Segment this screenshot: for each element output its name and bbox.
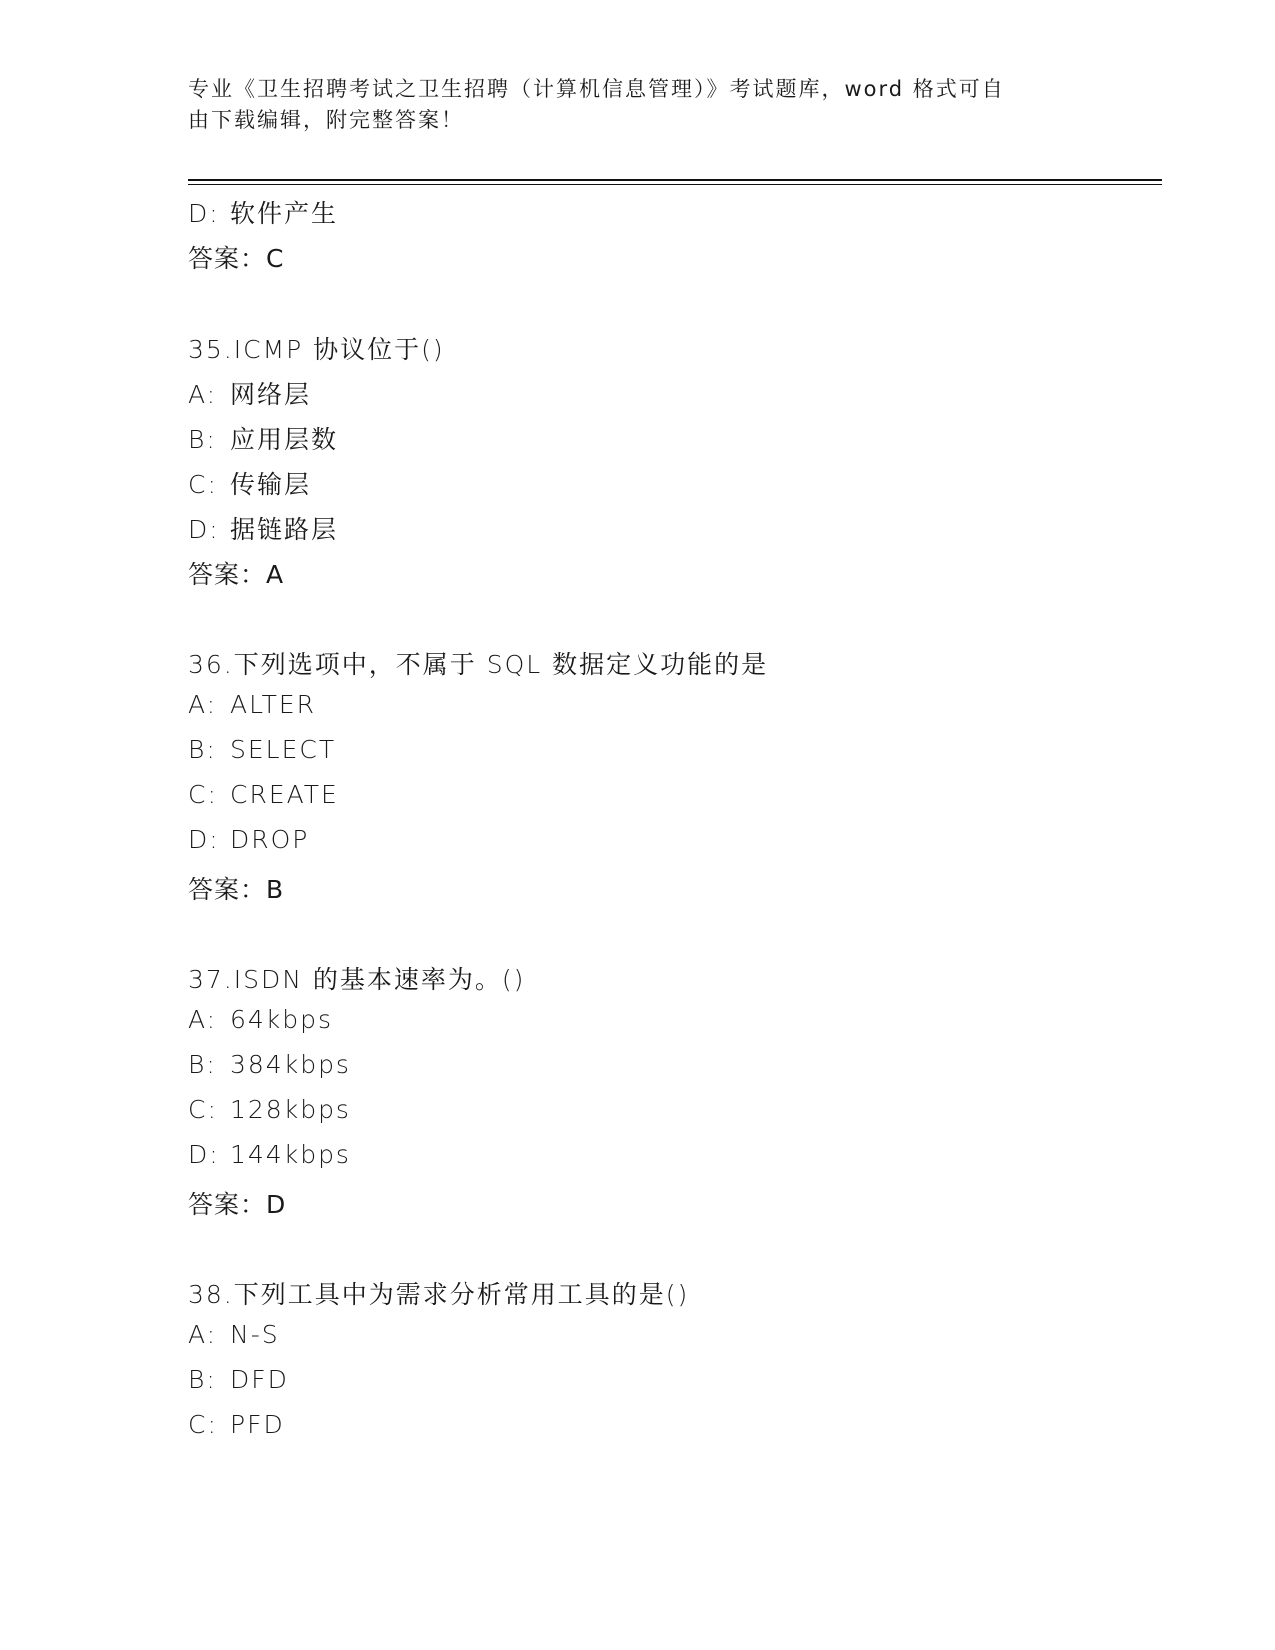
option-label: C: bbox=[188, 1410, 218, 1439]
option-text: SELECT bbox=[230, 735, 337, 764]
question-36-option-d bbox=[188, 825, 309, 854]
option-text: 传输层 bbox=[230, 470, 312, 499]
option-label: C: bbox=[188, 780, 218, 809]
prev-answer: 答案：C bbox=[188, 244, 285, 273]
option-label: C: bbox=[188, 1095, 218, 1124]
prev-option-d bbox=[188, 194, 338, 230]
question-35-option-b bbox=[188, 420, 338, 456]
question-38-option-c bbox=[188, 1410, 285, 1439]
option-label: B: bbox=[188, 1365, 217, 1394]
question-38-option-a bbox=[188, 1320, 280, 1349]
option-label: D: bbox=[188, 199, 220, 228]
question-36-option-c bbox=[188, 780, 339, 809]
option-text: 144kbps bbox=[230, 1140, 351, 1169]
option-text: CREATE bbox=[230, 780, 339, 809]
question-37-answer: 答案：D bbox=[188, 1190, 287, 1219]
option-text: 据链路层 bbox=[230, 515, 339, 544]
question-38-option-b bbox=[188, 1365, 289, 1394]
question-37-option-a bbox=[188, 1005, 333, 1034]
question-36-option-b bbox=[188, 735, 336, 764]
option-text: 软件产生 bbox=[230, 199, 339, 228]
question-36-stem: 36.下列选项中，不属于 SQL 数据定义功能的是 bbox=[188, 650, 769, 679]
question-38-stem: 38.下列工具中为需求分析常用工具的是() bbox=[188, 1280, 690, 1309]
question-36-option-a bbox=[188, 690, 316, 719]
question-37-option-c bbox=[188, 1095, 351, 1124]
question-37-option-b bbox=[188, 1050, 351, 1079]
option-label: B: bbox=[188, 735, 217, 764]
option-text: DROP bbox=[230, 825, 310, 854]
option-text: 384kbps bbox=[230, 1050, 351, 1079]
option-label: A: bbox=[188, 1320, 218, 1349]
option-label: D: bbox=[188, 515, 220, 544]
option-label: D: bbox=[188, 825, 220, 854]
question-37-stem: 37.ISDN 的基本速率为。() bbox=[188, 965, 526, 994]
option-text: 网络层 bbox=[230, 380, 312, 409]
option-text: 64kbps bbox=[230, 1005, 334, 1034]
option-text: N-S bbox=[230, 1320, 280, 1349]
question-35-stem: 35.ICMP 协议位于() bbox=[188, 335, 445, 364]
option-text: 128kbps bbox=[230, 1095, 351, 1124]
option-label: A: bbox=[188, 1005, 218, 1034]
option-label: B: bbox=[188, 1050, 217, 1079]
option-label: A: bbox=[188, 380, 218, 409]
header-line-2: 由下载编辑，附完整答案！ bbox=[188, 108, 464, 132]
header-rule-thin bbox=[188, 184, 1162, 185]
question-37-option-d bbox=[188, 1140, 351, 1169]
option-label: C: bbox=[188, 470, 218, 499]
header-line-1: 专业《卫生招聘考试之卫生招聘（计算机信息管理）》考试题库，word 格式可自 bbox=[188, 77, 1005, 101]
option-text: ALTER bbox=[230, 690, 317, 719]
option-label: A: bbox=[188, 690, 218, 719]
option-label: D: bbox=[188, 1140, 220, 1169]
question-35-option-a bbox=[188, 375, 311, 411]
header-text bbox=[188, 74, 1088, 136]
option-text: DFD bbox=[230, 1365, 289, 1394]
option-text: 应用层数 bbox=[230, 425, 339, 454]
option-text: PFD bbox=[230, 1410, 285, 1439]
question-36-answer: 答案：B bbox=[188, 875, 285, 904]
header-rule-thick bbox=[188, 179, 1162, 181]
question-35-option-d bbox=[188, 510, 338, 546]
question-35-answer: 答案：A bbox=[188, 560, 285, 589]
option-label: B: bbox=[188, 425, 217, 454]
question-35-option-c bbox=[188, 465, 311, 501]
